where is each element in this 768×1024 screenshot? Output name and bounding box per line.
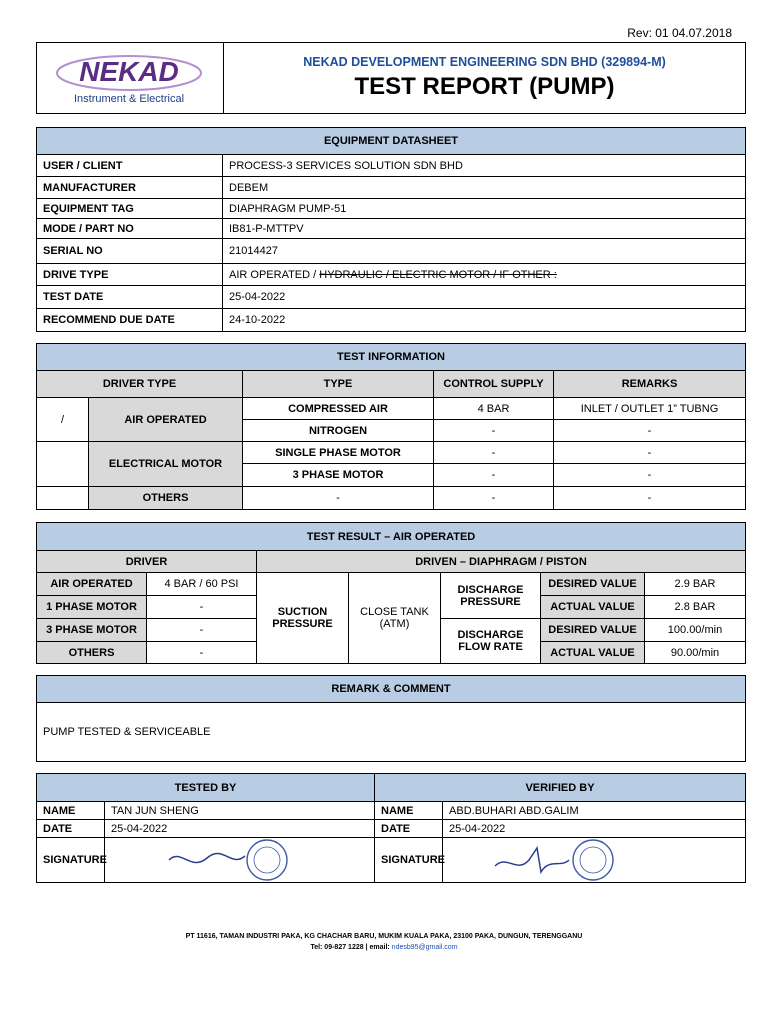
- driver-type-label: OTHERS: [89, 487, 243, 510]
- company-name: NEKAD DEVELOPMENT ENGINEERING SDN BHD (329894-M): [303, 55, 666, 69]
- driver-type-label: ELECTRICAL MOTOR: [89, 442, 243, 487]
- table-row: [37, 838, 746, 883]
- footer-contact: Tel: 09-827 1228 | email: ndesb95@gmail.com: [310, 944, 458, 951]
- field-label: SERIAL NO: [37, 239, 223, 264]
- actual-pressure-value: 2.8 BAR: [645, 596, 746, 619]
- signature-stamp-icon: [489, 838, 629, 882]
- driver-type-label: AIR OPERATED: [89, 398, 243, 442]
- date-label: DATE: [37, 820, 105, 838]
- field-value: 21014427: [223, 239, 746, 264]
- signature-stamp-icon: [161, 838, 301, 882]
- logo-text: NEKAD: [79, 56, 179, 87]
- footer-email-label: email:: [369, 944, 390, 951]
- table-header-row: [37, 551, 746, 573]
- remarks-cell: -: [554, 464, 746, 487]
- table-row: [37, 239, 746, 264]
- drive-type-selected: AIR OPERATED /: [229, 268, 320, 281]
- remark-heading: REMARK & COMMENT: [37, 676, 746, 703]
- verified-signature: [443, 838, 746, 883]
- field-value: DEBEM: [223, 177, 746, 199]
- remark-table: [36, 675, 746, 762]
- column-header: REMARKS: [554, 371, 746, 398]
- driver-label: 1 PHASE MOTOR: [37, 596, 147, 619]
- report-title: TEST REPORT (PUMP): [354, 73, 615, 100]
- date-label: DATE: [375, 820, 443, 838]
- type-cell: NITROGEN: [243, 420, 434, 442]
- type-cell: -: [243, 487, 434, 510]
- remarks-cell: -: [554, 420, 746, 442]
- drive-type-struck: HYDRAULIC / ELECTRIC MOTOR / IF OTHER :: [319, 268, 557, 281]
- empty-mark: [37, 487, 89, 510]
- remark-text: PUMP TESTED & SERVICEABLE: [37, 703, 746, 762]
- footer-tel: Tel: 09-827 1228: [310, 944, 364, 951]
- type-cell: SINGLE PHASE MOTOR: [243, 442, 434, 464]
- driver-value: 4 BAR / 60 PSI: [147, 573, 257, 596]
- field-label: RECOMMEND DUE DATE: [37, 309, 223, 332]
- driver-value: -: [147, 642, 257, 664]
- table-row: [37, 309, 746, 332]
- tested-name: TAN JUN SHENG: [105, 802, 375, 820]
- field-label: MANUFACTURER: [37, 177, 223, 199]
- field-label: MODE / PART NO: [37, 219, 223, 239]
- field-value: [223, 264, 746, 286]
- supply-cell: -: [434, 487, 554, 510]
- table-row: [37, 398, 746, 420]
- table-row: [37, 177, 746, 199]
- field-value: DIAPHRAGM PUMP-51: [223, 199, 746, 219]
- field-value: 25-04-2022: [223, 286, 746, 309]
- discharge-pressure-label: DISCHARGE PRESSURE: [441, 573, 541, 619]
- test-info-heading: TEST INFORMATION: [37, 344, 746, 371]
- actual-flow-value: 90.00/min: [645, 642, 746, 664]
- table-row: [37, 199, 746, 219]
- desired-value-label: DESIRED VALUE: [541, 573, 645, 596]
- verified-name: ABD.BUHARI ABD.GALIM: [443, 802, 746, 820]
- name-label: NAME: [375, 802, 443, 820]
- equipment-datasheet-table: [36, 127, 746, 332]
- signature-label: SIGNATURE: [37, 838, 105, 883]
- signoff-table: [36, 773, 746, 883]
- supply-cell: 4 BAR: [434, 398, 554, 420]
- table-row: [37, 487, 746, 510]
- driver-label: 3 PHASE MOTOR: [37, 619, 147, 642]
- table-row: [37, 264, 746, 286]
- field-label: EQUIPMENT TAG: [37, 199, 223, 219]
- actual-value-label: ACTUAL VALUE: [541, 642, 645, 664]
- test-result-heading: TEST RESULT – AIR OPERATED: [37, 523, 746, 551]
- table-row: [37, 820, 746, 838]
- remarks-cell: -: [554, 487, 746, 510]
- test-result-table: [36, 522, 746, 664]
- verified-date: 25-04-2022: [443, 820, 746, 838]
- suction-pressure-value: CLOSE TANK (ATM): [349, 573, 441, 664]
- report-header: [36, 42, 746, 114]
- column-header: DRIVER TYPE: [37, 371, 243, 398]
- suction-pressure-label: SUCTION PRESSURE: [257, 573, 349, 664]
- name-label: NAME: [37, 802, 105, 820]
- table-row: [37, 802, 746, 820]
- table-row: [37, 155, 746, 177]
- driver-label: OTHERS: [37, 642, 147, 664]
- field-label: DRIVE TYPE: [37, 264, 223, 286]
- signature-label: SIGNATURE: [375, 838, 443, 883]
- footer-address: PT 11616, TAMAN INDUSTRI PAKA, KG CHACHAR BARU, MUKIM KUALA PAKA, 23100 PAKA, DUNGUN, TERENGGANU: [185, 933, 583, 940]
- column-header: TYPE: [243, 371, 434, 398]
- supply-cell: -: [434, 420, 554, 442]
- discharge-flow-label: DISCHARGE FLOW RATE: [441, 619, 541, 664]
- field-value: IB81-P-MTTPV: [223, 219, 746, 239]
- driver-value: -: [147, 596, 257, 619]
- supply-cell: -: [434, 442, 554, 464]
- selected-mark: /: [37, 398, 89, 442]
- table-row: [37, 219, 746, 239]
- table-row: [37, 573, 746, 596]
- actual-value-label: ACTUAL VALUE: [541, 596, 645, 619]
- tested-signature: [105, 838, 375, 883]
- field-value: 24-10-2022: [223, 309, 746, 332]
- column-header: CONTROL SUPPLY: [434, 371, 554, 398]
- field-label: USER / CLIENT: [37, 155, 223, 177]
- driver-value: -: [147, 619, 257, 642]
- type-cell: COMPRESSED AIR: [243, 398, 434, 420]
- supply-cell: -: [434, 464, 554, 487]
- remarks-cell: INLET / OUTLET 1” TUBNG: [554, 398, 746, 420]
- empty-mark: [37, 442, 89, 487]
- nekad-logo-icon: [37, 43, 223, 113]
- tested-date: 25-04-2022: [105, 820, 375, 838]
- test-information-table: [36, 343, 746, 510]
- revision-label: Rev: 01 04.07.2018: [627, 26, 732, 40]
- driver-label: AIR OPERATED: [37, 573, 147, 596]
- logo-subtitle: Instrument & Electrical: [73, 93, 185, 105]
- field-label: TEST DATE: [37, 286, 223, 309]
- table-header-row: [37, 371, 746, 398]
- desired-value-label: DESIRED VALUE: [541, 619, 645, 642]
- company-logo: [37, 43, 224, 113]
- table-row: [37, 442, 746, 464]
- remarks-cell: -: [554, 442, 746, 464]
- desired-pressure-value: 2.9 BAR: [645, 573, 746, 596]
- datasheet-heading: EQUIPMENT DATASHEET: [37, 128, 746, 155]
- driven-heading: DRIVEN – DIAPHRAGM / PISTON: [257, 551, 746, 573]
- table-row: [37, 286, 746, 309]
- field-value: PROCESS-3 SERVICES SOLUTION SDN BHD: [223, 155, 746, 177]
- type-cell: 3 PHASE MOTOR: [243, 464, 434, 487]
- desired-flow-value: 100.00/min: [645, 619, 746, 642]
- verified-by-heading: VERIFIED BY: [375, 774, 746, 802]
- footer-email-link[interactable]: ndesb95@gmail.com: [391, 944, 458, 951]
- driver-heading: DRIVER: [37, 551, 257, 573]
- tested-by-heading: TESTED BY: [37, 774, 375, 802]
